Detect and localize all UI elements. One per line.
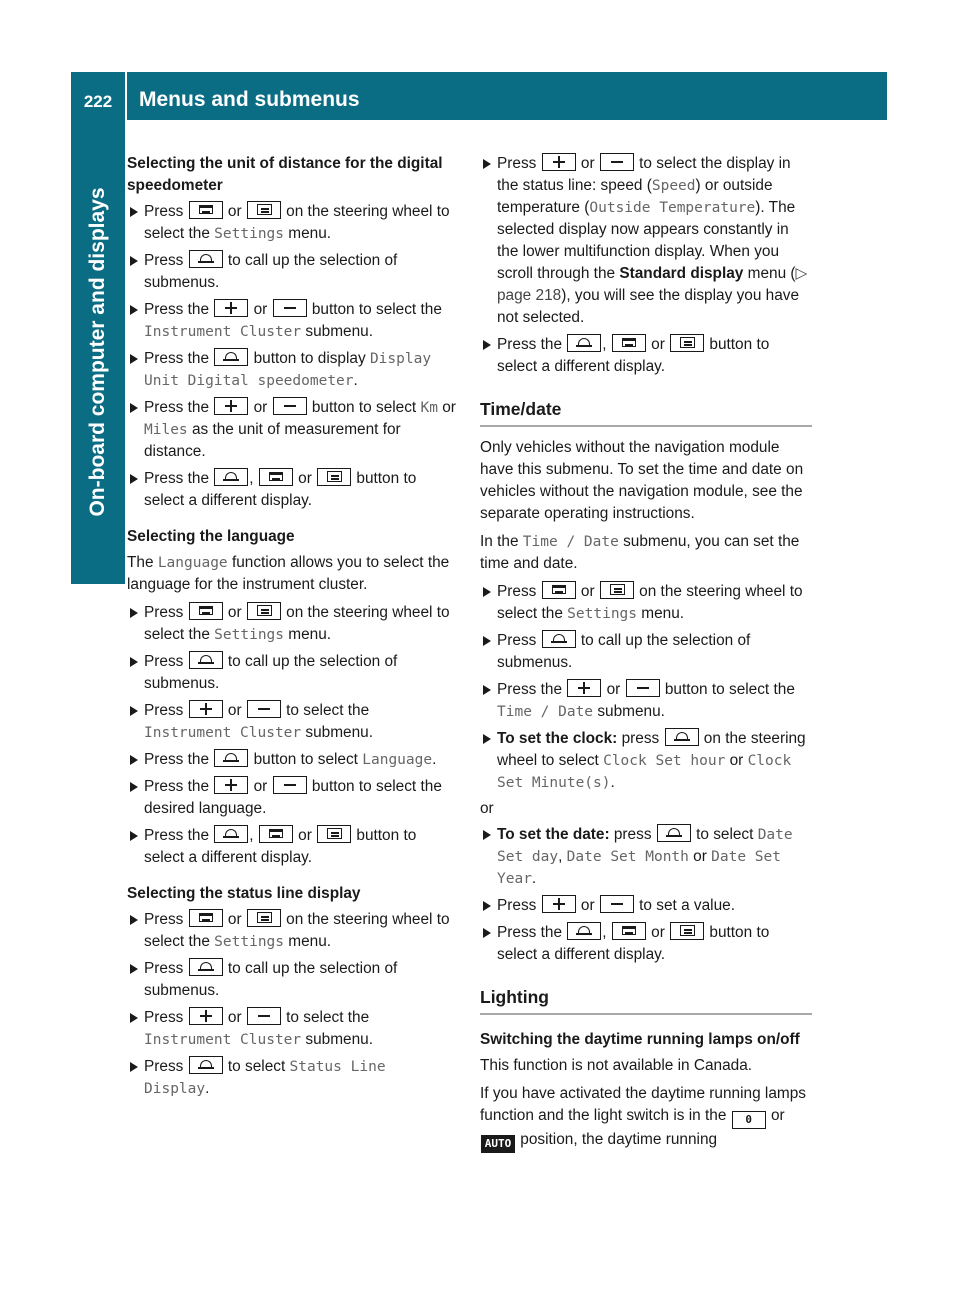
menu-forward-icon xyxy=(317,825,351,843)
plus-button-icon xyxy=(189,700,223,718)
minus-button-icon xyxy=(600,895,634,913)
minus-button-icon xyxy=(273,776,307,794)
menu-forward-icon xyxy=(247,602,281,620)
menu-back-icon xyxy=(612,334,646,352)
light-switch-off-icon: 0 xyxy=(732,1111,766,1129)
page-title: Menus and submenus xyxy=(139,88,360,111)
paragraph: This function is not available in Canada. xyxy=(480,1057,753,1074)
phone-button-icon xyxy=(189,651,223,669)
plus-button-icon xyxy=(542,153,576,171)
step: Press the button to display Display Unit Digital speedometer. xyxy=(127,348,459,392)
page-number: 222 xyxy=(83,92,113,111)
subsection-heading-daytime-lamps: Switching the daytime running lamps on/off xyxy=(480,1031,800,1048)
minus-button-icon xyxy=(247,1007,281,1025)
section-heading-time-date: Time/date xyxy=(480,396,812,427)
plus-button-icon xyxy=(214,397,248,415)
step: Press or to select the display in the status line: speed (Speed) or outside temperature (Outside Temperature). The selected display now appears constantly in the lower multifunction display. When you scroll through the Standard display menu (▷ page 218), you will see the display you have not selected. xyxy=(480,153,812,329)
step: Press the button to select Language. xyxy=(127,749,459,771)
step: Press or on the steering wheel to select the Settings menu. xyxy=(480,581,812,625)
paragraph: If you have activated the daytime running lamps function and the light switch is in the 0 or AUTO position, the daytime running xyxy=(480,1083,812,1153)
step: Press or on the steering wheel to select the Settings menu. xyxy=(127,909,459,953)
menu-back-icon xyxy=(542,581,576,599)
step: Press or on the steering wheel to select the Settings menu. xyxy=(127,602,459,646)
menu-forward-icon xyxy=(670,922,704,940)
steps-distance xyxy=(127,201,459,512)
phone-button-icon xyxy=(214,825,248,843)
menu-back-icon xyxy=(612,922,646,940)
page-reference: ▷ page 218 xyxy=(497,265,808,304)
plus-button-icon xyxy=(214,776,248,794)
phone-button-icon xyxy=(189,1056,223,1074)
minus-button-icon xyxy=(600,153,634,171)
menu-forward-icon xyxy=(247,201,281,219)
side-tab-label: On-board computer and displays xyxy=(86,187,109,517)
paragraph: The Language function allows you to select the language for the instrument cluster. xyxy=(127,554,450,593)
step: Press the or button to select Km or Miles as the unit of measurement for distance. xyxy=(127,397,459,463)
phone-button-icon xyxy=(567,334,601,352)
step: Press or on the steering wheel to select the Settings menu. xyxy=(127,201,459,245)
phone-button-icon xyxy=(214,348,248,366)
menu-back-icon xyxy=(259,825,293,843)
phone-button-icon xyxy=(665,728,699,746)
phone-button-icon xyxy=(214,749,248,767)
paragraph: Only vehicles without the navigation module have this submenu. To set the time and date on vehicles without the navigation module, see the separate operating instructions. xyxy=(480,439,804,522)
step: Press or to set a value. xyxy=(480,895,812,917)
menu-back-icon xyxy=(189,201,223,219)
step: Press the , or button to select a different display. xyxy=(480,334,812,378)
menu-forward-icon xyxy=(670,334,704,352)
step: Press the , or button to select a different display. xyxy=(127,468,459,512)
plus-button-icon xyxy=(214,299,248,317)
step: Press the or button to select the desired language. xyxy=(127,776,459,820)
steps-status-line-continued xyxy=(480,153,812,378)
step: Press to call up the selection of submenus. xyxy=(127,250,459,294)
light-switch-auto-icon: AUTO xyxy=(481,1135,515,1153)
or-separator: or xyxy=(480,800,494,817)
minus-button-icon xyxy=(247,700,281,718)
steps-status-line xyxy=(127,909,459,1100)
phone-button-icon xyxy=(542,630,576,648)
minus-button-icon xyxy=(273,299,307,317)
plus-button-icon xyxy=(542,895,576,913)
phone-button-icon xyxy=(567,922,601,940)
menu-forward-icon xyxy=(317,468,351,486)
step: Press to call up the selection of submenus. xyxy=(127,958,459,1002)
right-column xyxy=(480,153,812,1159)
step: Press the or button to select the Instrument Cluster submenu. xyxy=(127,299,459,343)
menu-back-icon xyxy=(189,909,223,927)
section-heading-status-line: Selecting the status line display xyxy=(127,885,361,902)
steps-date xyxy=(480,824,812,966)
step: Press or to select the Instrument Cluster submenu. xyxy=(127,1007,459,1051)
section-heading-lighting: Lighting xyxy=(480,984,812,1015)
phone-button-icon xyxy=(214,468,248,486)
section-heading-distance: Selecting the unit of distance for the digital speedometer xyxy=(127,155,443,194)
step: Press the , or button to select a different display. xyxy=(480,922,812,966)
menu-forward-icon xyxy=(247,909,281,927)
step: Press or to select the Instrument Cluster submenu. xyxy=(127,700,459,744)
menu-back-icon xyxy=(189,602,223,620)
paragraph: In the Time / Date submenu, you can set the time and date. xyxy=(480,533,800,572)
phone-button-icon xyxy=(657,824,691,842)
steps-time-date xyxy=(480,581,812,794)
step: Press to call up the selection of submenus. xyxy=(127,651,459,695)
header-divider xyxy=(125,72,127,120)
phone-button-icon xyxy=(189,958,223,976)
left-column xyxy=(127,153,459,1106)
step: To set the clock: press on the steering wheel to select Clock Set hour or Clock Set Minute(s). xyxy=(480,728,812,794)
step: Press the , or button to select a different display. xyxy=(127,825,459,869)
minus-button-icon xyxy=(273,397,307,415)
menu-back-icon xyxy=(259,468,293,486)
step: Press the or button to select the Time / Date submenu. xyxy=(480,679,812,723)
section-heading-language: Selecting the language xyxy=(127,528,295,545)
menu-forward-icon xyxy=(600,581,634,599)
plus-button-icon xyxy=(189,1007,223,1025)
step: Press to select Status Line Display. xyxy=(127,1056,459,1100)
steps-language xyxy=(127,602,459,869)
phone-button-icon xyxy=(189,250,223,268)
step: Press to call up the selection of submenus. xyxy=(480,630,812,674)
plus-button-icon xyxy=(567,679,601,697)
step: To set the date: press to select Date Set day, Date Set Month or Date Set Year. xyxy=(480,824,812,890)
minus-button-icon xyxy=(626,679,660,697)
